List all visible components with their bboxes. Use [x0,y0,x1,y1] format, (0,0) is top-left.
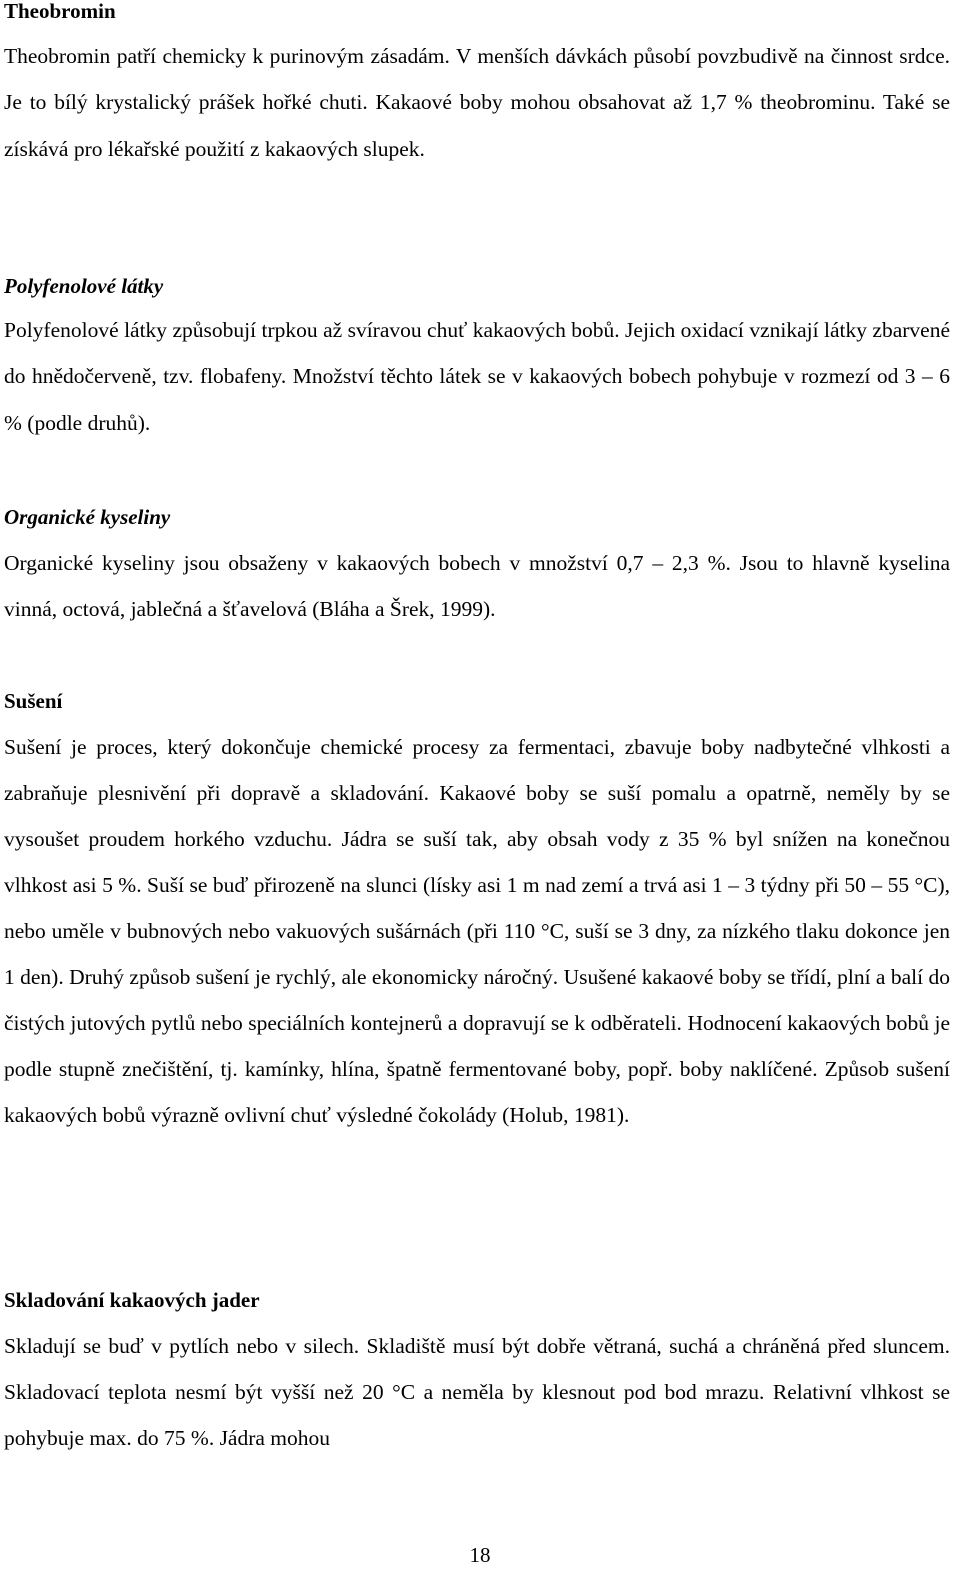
section-heading-polyfenolove-latky: Polyfenolové látky [4,274,164,298]
section-heading-skladovani-kakaovych-jader: Skladování kakaových jader [4,1288,260,1312]
section-text-skladovani-kakaovych-jader: Skladují se buď v pytlích nebo v silech. Skladiště musí být dobře větraná, suchá a chráněná před sluncem. Skladovací teplota nesmí být vyšší než 20 °C a neměla by klesnout pod bod mrazu. Relativní vlhkost se pohybuje max. do 75 %. Jádra mohou [4,1334,950,1450]
section-heading-organicke-kyseliny: Organické kyseliny [4,505,171,529]
section-heading-theobromin: Theobromin [4,0,116,23]
page-number: 18 [469,1543,491,1567]
section-text-theobromin: Theobromin patří chemicky k purinovým zásadám. V menších dávkách působí povzbudivě na činnost srdce. Je to bílý krystalický prášek hořké chuti. Kakaové boby mohou obsahovat až 1,7 % theobrominu. Také se získává pro lékařské použití z kakaových slupek. [4,44,950,161]
section-text-organicke-kyseliny: Organické kyseliny jsou obsaženy v kakaových bobech v množství 0,7 – 2,3 %. Jsou to hlavně kyselina vinná, octová, jablečná a šťavelová (Bláha a Šrek, 1999). [4,551,950,622]
section-heading-suseni: Sušení [4,689,63,713]
section-text-suseni: Sušení je proces, který dokončuje chemické procesy za fermentaci, zbavuje boby nadbytečné vlhkosti a zabraňuje plesnivění při dopravě a skladování. Kakaové boby se suší pomalu a opatrně, neměly by se vysoušet proudem horkého vzduchu. Jádra se suší tak, aby obsah vody z 35 % byl snížen na konečnou vlhkost asi 5 %. Suší se buď přirozeně na slunci (lísky asi 1 m nad zemí a trvá asi 1 – 3 týdny při 50 – 55 °C), nebo uměle v bubnových nebo vakuových sušárnách (při 110 °C, suší se 3 dny, za nízkého tlaku dokonce jen 1 den). Druhý způsob sušení je rychlý, ale ekonomicky náročný. Usušené kakaové boby se třídí, plní a balí do čistých jutových pytlů nebo speciálních kontejnerů a dopravují se k odběrateli. Hodnocení kakaových bobů je podle stupně znečištění, tj. kamínky, hlína, špatně fermentované boby, popř. boby naklíčené. Způsob sušení kakaových bobů výrazně ovlivní chuť výsledné čokolády (Holub, 1981). [4,735,950,1127]
section-text-polyfenolove-latky: Polyfenolové látky způsobují trpkou až svíravou chuť kakaových bobů. Jejich oxidací vznikají látky zbarvené do hnědočerveně, tzv. flobafeny. Množství těchto látek se v kakaových bobech pohybuje v rozmezí od 3 – 6 % (podle druhů). [4,318,950,435]
